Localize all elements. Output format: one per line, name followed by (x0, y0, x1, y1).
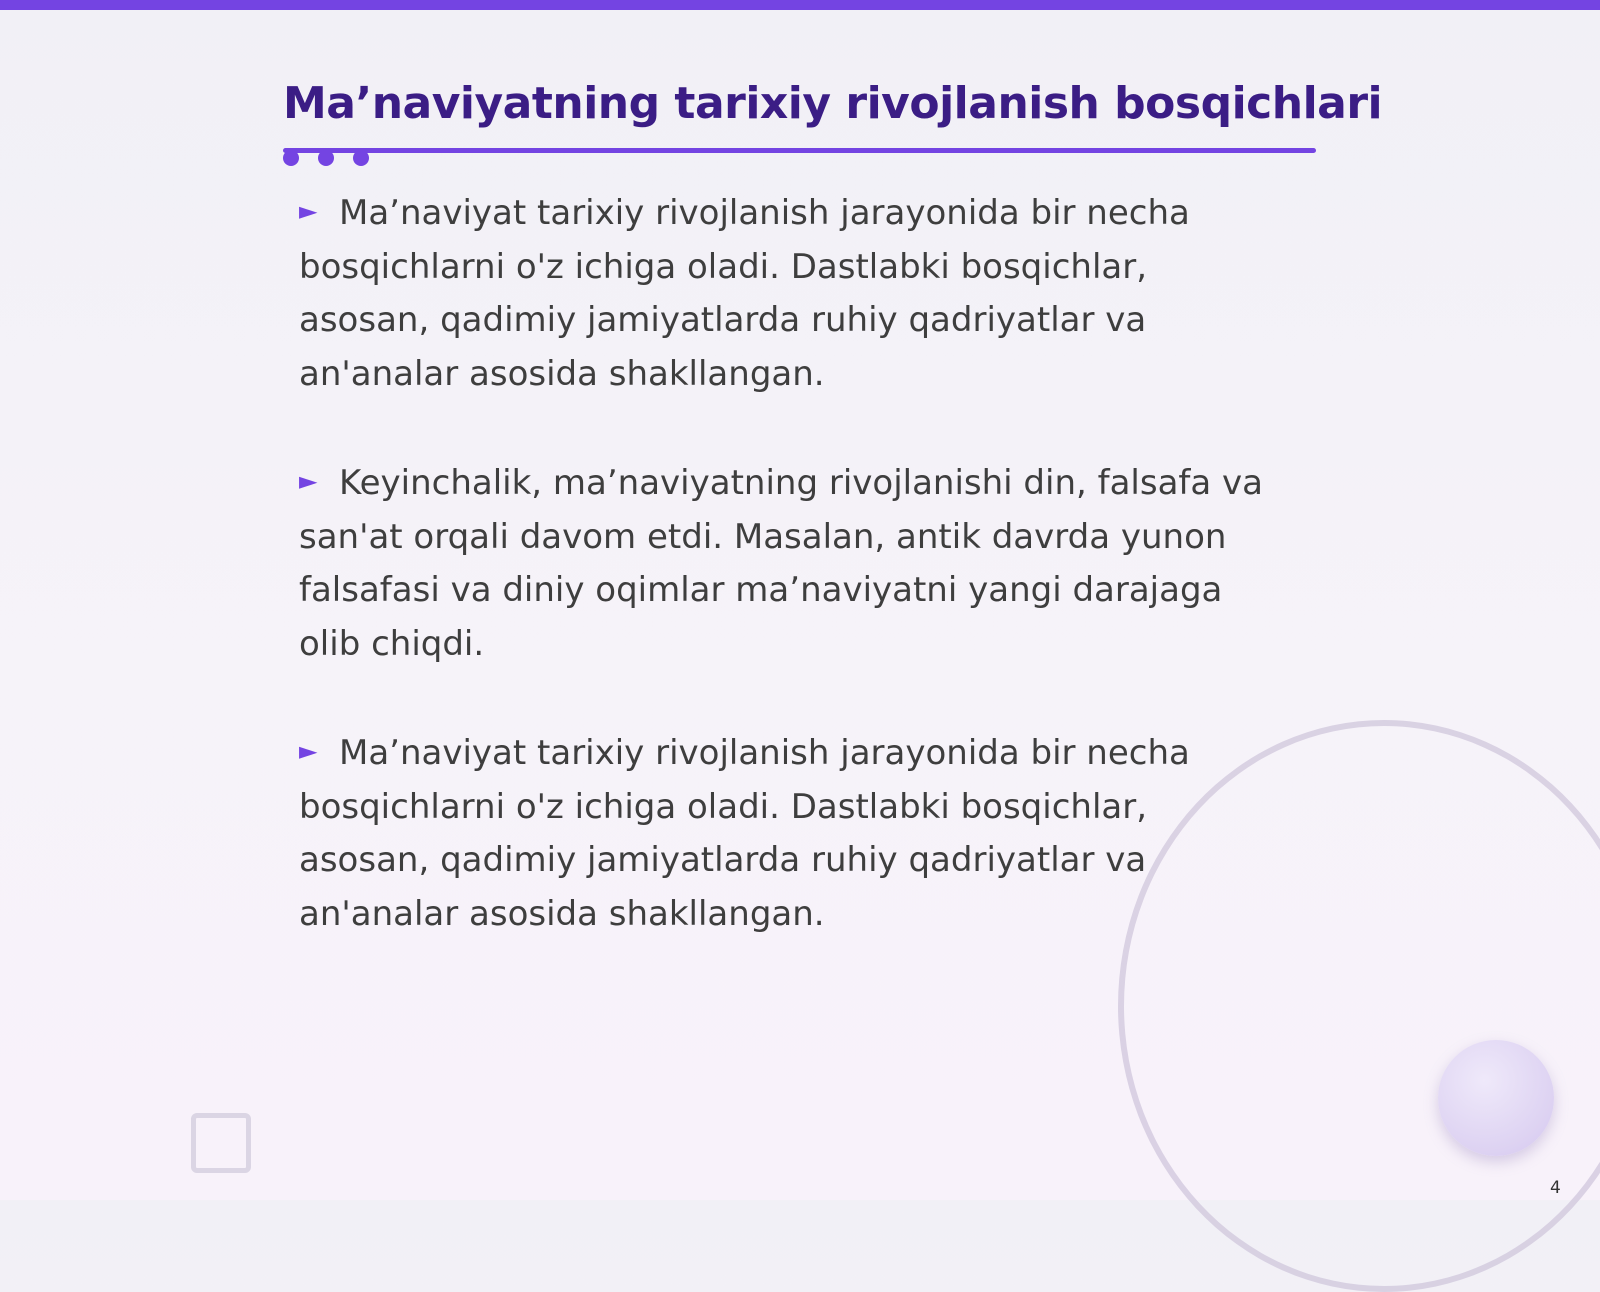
bullet-paragraph-3 (299, 725, 1279, 941)
triangle-right-icon: ► (299, 467, 318, 495)
paragraph-text-3: Ma’naviyat tarixiy rivojlanish jarayonida bir necha bosqichlarni o'z ichiga oladi. Dastlabki bosqichlar, asosan, qadimiy jamiyatlarda ruhiy qadriyatlar va an'analar asosida shakllangan. (299, 733, 1190, 934)
decor-dot-3 (353, 150, 369, 166)
decor-square (191, 1113, 251, 1173)
top-accent-bar (0, 0, 1600, 10)
bullet-paragraph-2 (299, 455, 1279, 671)
decor-dot-2 (318, 150, 334, 166)
decor-dot-1 (283, 150, 299, 166)
bullet-paragraph-1 (299, 185, 1279, 401)
slide-title: Ma’naviyatning tarixiy rivojlanish bosqichlari (283, 78, 1383, 129)
page-number: 4 (1550, 1178, 1561, 1198)
title-underline (283, 148, 1316, 153)
triangle-right-icon: ► (299, 737, 318, 765)
slide-body (299, 185, 1279, 995)
decor-circle (1438, 1040, 1554, 1156)
paragraph-text-2: Keyinchalik, ma’naviyatning rivojlanishi din, falsafa va san'at orqali davom etdi. Masalan, antik davrda yunon falsafasi va diniy oqimlar ma’naviyatni yangi darajaga olib chiqdi. (299, 463, 1263, 664)
triangle-right-icon: ► (299, 197, 318, 225)
paragraph-text-1: Ma’naviyat tarixiy rivojlanish jarayonida bir necha bosqichlarni o'z ichiga oladi. Dastlabki bosqichlar, asosan, qadimiy jamiyatlarda ruhiy qadriyatlar va an'analar asosida shakllangan. (299, 193, 1190, 394)
